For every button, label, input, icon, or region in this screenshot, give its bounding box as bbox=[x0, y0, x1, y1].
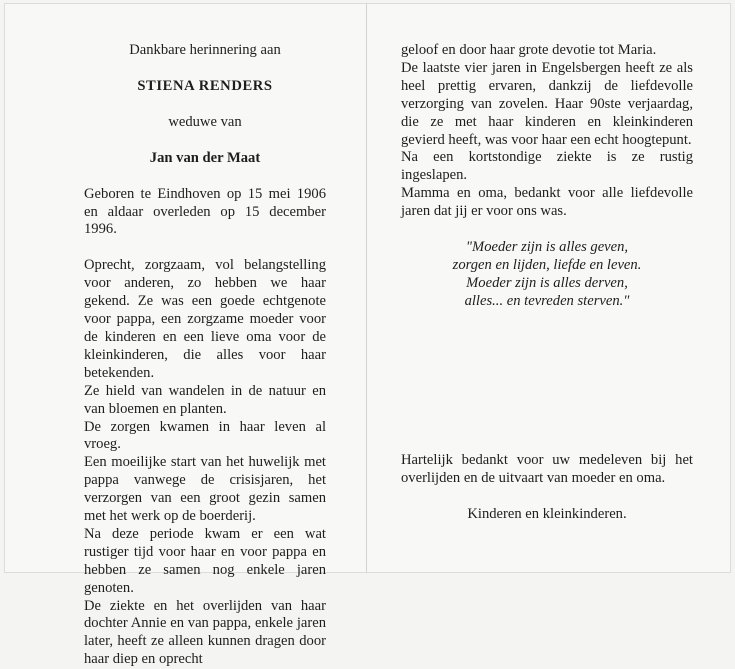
quote-line: "Moeder zijn is alles geven, bbox=[465, 239, 629, 256]
paragraph: Na een kortstondige ziekte is ze rustig ingeslapen. bbox=[401, 149, 693, 184]
paragraph: De laatste vier jaren in Engelsbergen heeft ze als heel prettig ervaren, dankzij de liefdevolle verzorging van zovelen. Haar 90ste verjaardag, die ze met haar kinderen en kleinkinderen gevierd heeft, was voor haar een echt hoogtepunt. bbox=[401, 59, 693, 148]
paragraph: Oprecht, zorgzaam, vol belangstelling voor anderen, zo hebben we haar gekend. Ze was een goede echtgenote voor pappa, een zorgzame moeder voor de kinderen en een lieve oma voor de kleinkinderen, die alles voor haar betekenden. bbox=[84, 257, 326, 381]
left-page bbox=[84, 42, 326, 669]
poem-quote bbox=[401, 239, 693, 311]
paragraph: Een moeilijke start van het huwelijk met pappa vanwege de crisisjaren, het verzorgen van een groot gezin samen met het werk op de boerderij. bbox=[84, 454, 326, 525]
thanks-text: Hartelijk bedankt voor uw medeleven bij het overlijden en de uitvaart van moeder en oma. bbox=[401, 452, 693, 486]
paragraph: Ze hield van wandelen in de natuur en van bloemen en planten. bbox=[84, 382, 326, 417]
deceased-name: STIENA RENDERS bbox=[137, 77, 273, 94]
spouse-name: Jan van der Maat bbox=[149, 149, 261, 166]
relation-line: weduwe van bbox=[168, 113, 242, 130]
right-page bbox=[401, 42, 693, 311]
paragraph: geloof en door haar grote devotie tot Maria. bbox=[401, 42, 657, 58]
signature: Kinderen en kleinkinderen. bbox=[467, 505, 627, 522]
closing-block bbox=[401, 452, 693, 524]
paragraph: Mamma en oma, bedankt voor alle liefdevolle jaren dat jij er voor ons was. bbox=[401, 185, 693, 220]
quote-line: zorgen en lijden, liefde en leven. bbox=[452, 256, 642, 273]
birth-death-text: Geboren te Eindhoven op 15 mei 1906 en aldaar overleden op 15 december 1996. bbox=[84, 185, 326, 238]
intro-line: Dankbare herinnering aan bbox=[129, 42, 281, 58]
paragraph: De ziekte en het overlijden van haar dochter Annie en van pappa, enkele jaren later, heeft ze alleen kunnen dragen door haar diep en oprecht bbox=[84, 597, 326, 668]
quote-line: Moeder zijn is alles derven, bbox=[466, 274, 628, 291]
paragraph: Na deze periode kwam er een wat rustiger tijd voor haar en voor pappa en hebben ze samen nog enkele jaren genoten. bbox=[84, 525, 326, 596]
card-fold-line bbox=[366, 3, 367, 573]
paragraph: De zorgen kwamen in haar leven al vroeg. bbox=[84, 418, 326, 453]
quote-line: alles... en tevreden sterven." bbox=[464, 292, 630, 309]
